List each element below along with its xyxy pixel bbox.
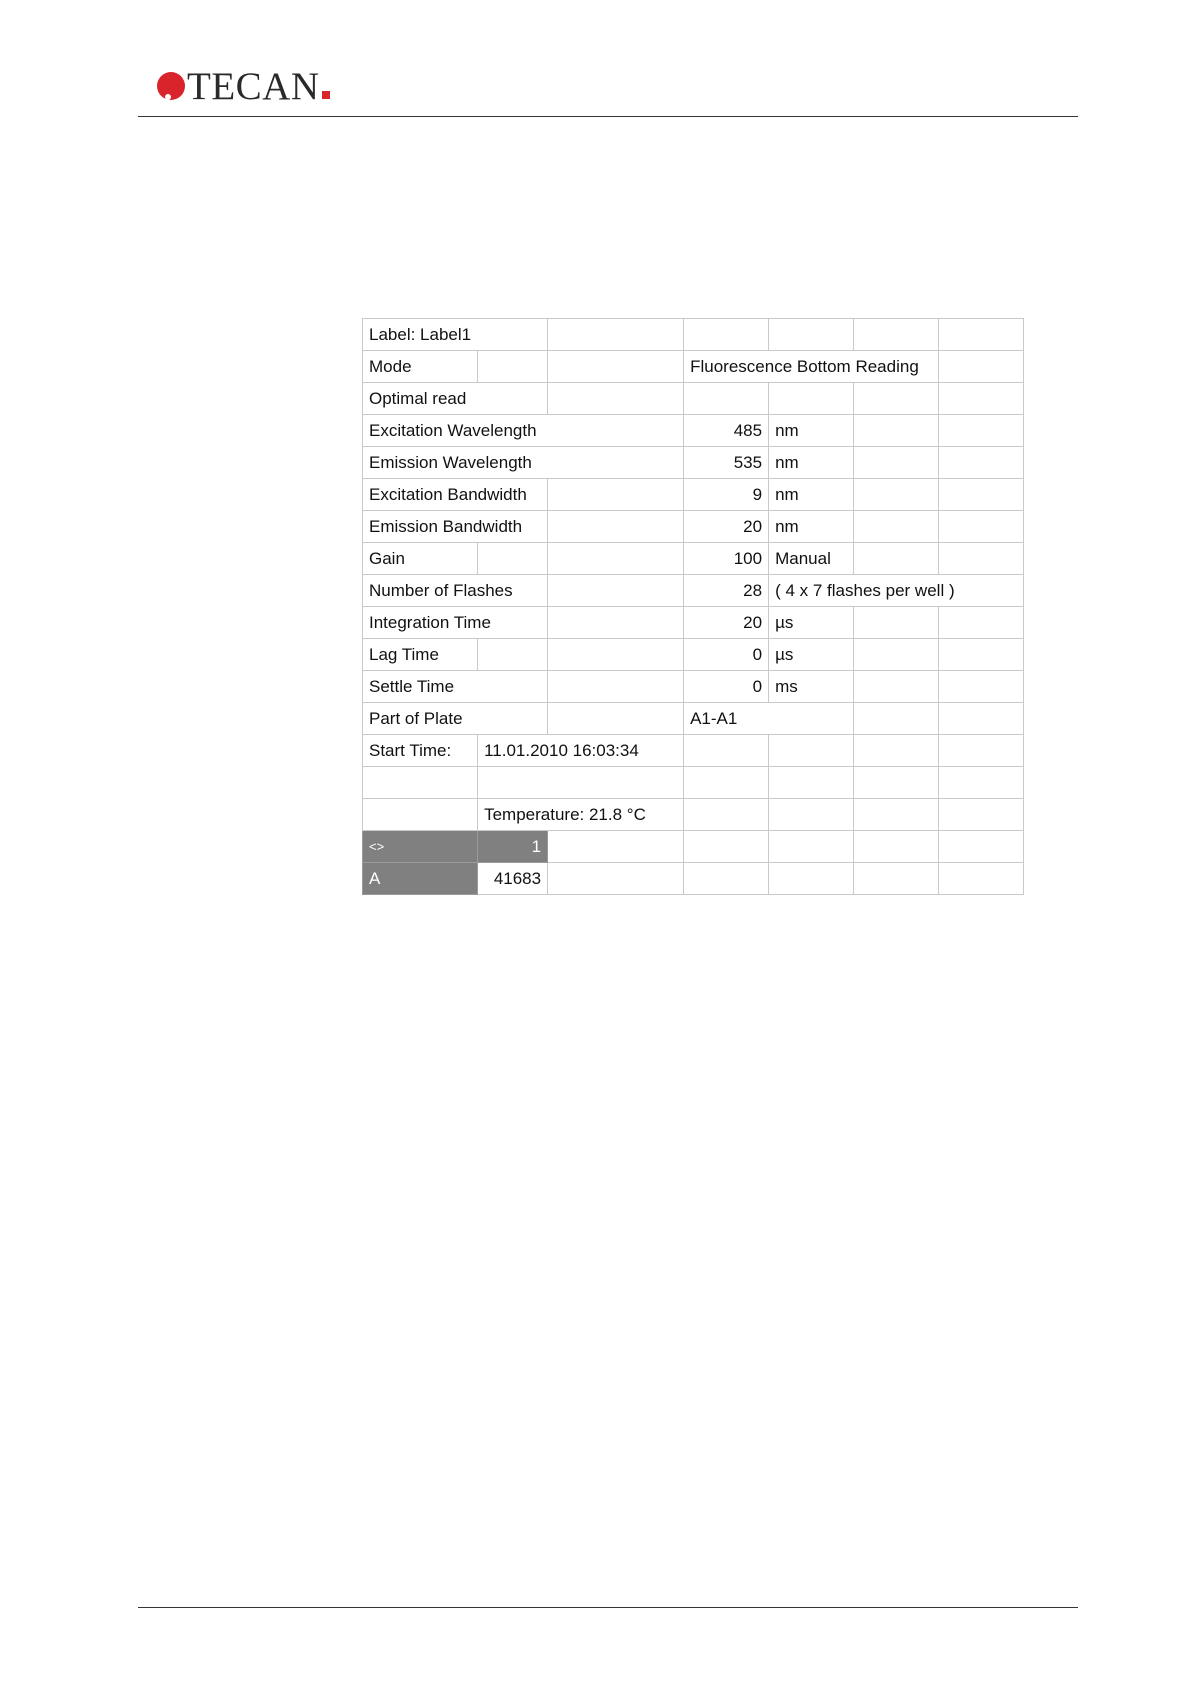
- param-name: Lag Time: [363, 639, 478, 671]
- param-value: 485: [684, 415, 769, 447]
- table-row: [363, 575, 1024, 607]
- table-row: [363, 319, 1024, 351]
- param-unit: nm: [769, 511, 854, 543]
- part-of-plate-label: Part of Plate: [363, 703, 548, 735]
- param-unit: nm: [769, 447, 854, 479]
- logo-dot-icon: [322, 91, 330, 99]
- optimal-read: Optimal read: [363, 383, 478, 415]
- grid-row-header: A: [363, 863, 478, 895]
- grid-column-header: 1: [478, 831, 548, 863]
- param-value: 20: [684, 511, 769, 543]
- table-row: [363, 351, 1024, 383]
- param-unit: nm: [769, 415, 854, 447]
- table-row: [363, 415, 1024, 447]
- param-unit: Manual: [769, 543, 854, 575]
- param-value: 20: [684, 607, 769, 639]
- param-unit: µs: [769, 639, 854, 671]
- param-name: Excitation Bandwidth: [363, 479, 548, 511]
- label-cell: Label: Label1: [363, 319, 478, 351]
- part-of-plate-value: A1-A1: [684, 703, 854, 735]
- start-time-label: Start Time:: [363, 735, 478, 767]
- tecan-logo: [157, 66, 330, 106]
- table-row: [363, 447, 1024, 479]
- param-name: Emission Bandwidth: [363, 511, 548, 543]
- param-name: Emission Wavelength: [363, 447, 684, 479]
- logo-mark-icon: [157, 72, 185, 100]
- param-value: 0: [684, 671, 769, 703]
- param-unit: ( 4 x 7 flashes per well ): [769, 575, 1024, 607]
- logo-text: TECAN: [187, 64, 320, 108]
- table-row: [363, 479, 1024, 511]
- param-name: Settle Time: [363, 671, 548, 703]
- param-unit: µs: [769, 607, 854, 639]
- results-table: [362, 318, 1024, 895]
- table-row: [363, 735, 1024, 767]
- table-row: [363, 383, 1024, 415]
- table-row: [363, 863, 1024, 895]
- param-name: Excitation Wavelength: [363, 415, 684, 447]
- table-row: [363, 703, 1024, 735]
- param-value: 28: [684, 575, 769, 607]
- grid-value: 41683: [478, 863, 548, 895]
- param-name: Integration Time: [363, 607, 548, 639]
- table-row: [363, 543, 1024, 575]
- start-time-value: 11.01.2010 16:03:34: [478, 735, 684, 767]
- table-row: [363, 511, 1024, 543]
- header-rule: [138, 116, 1078, 117]
- table-row: [363, 831, 1024, 863]
- grid-corner: <>: [363, 831, 478, 863]
- mode-label: Mode: [363, 351, 478, 383]
- table-row: [363, 799, 1024, 831]
- footer-rule: [138, 1607, 1078, 1608]
- mode-value: Fluorescence Bottom Reading: [684, 351, 939, 383]
- table-row: [363, 671, 1024, 703]
- param-name: Gain: [363, 543, 478, 575]
- param-name: Number of Flashes: [363, 575, 548, 607]
- param-value: 9: [684, 479, 769, 511]
- table-row: [363, 639, 1024, 671]
- param-value: 100: [684, 543, 769, 575]
- temperature: Temperature: 21.8 °C: [478, 799, 684, 831]
- param-value: 535: [684, 447, 769, 479]
- table-row: [363, 767, 1024, 799]
- param-unit: nm: [769, 479, 854, 511]
- table-row: [363, 607, 1024, 639]
- param-value: 0: [684, 639, 769, 671]
- param-unit: ms: [769, 671, 854, 703]
